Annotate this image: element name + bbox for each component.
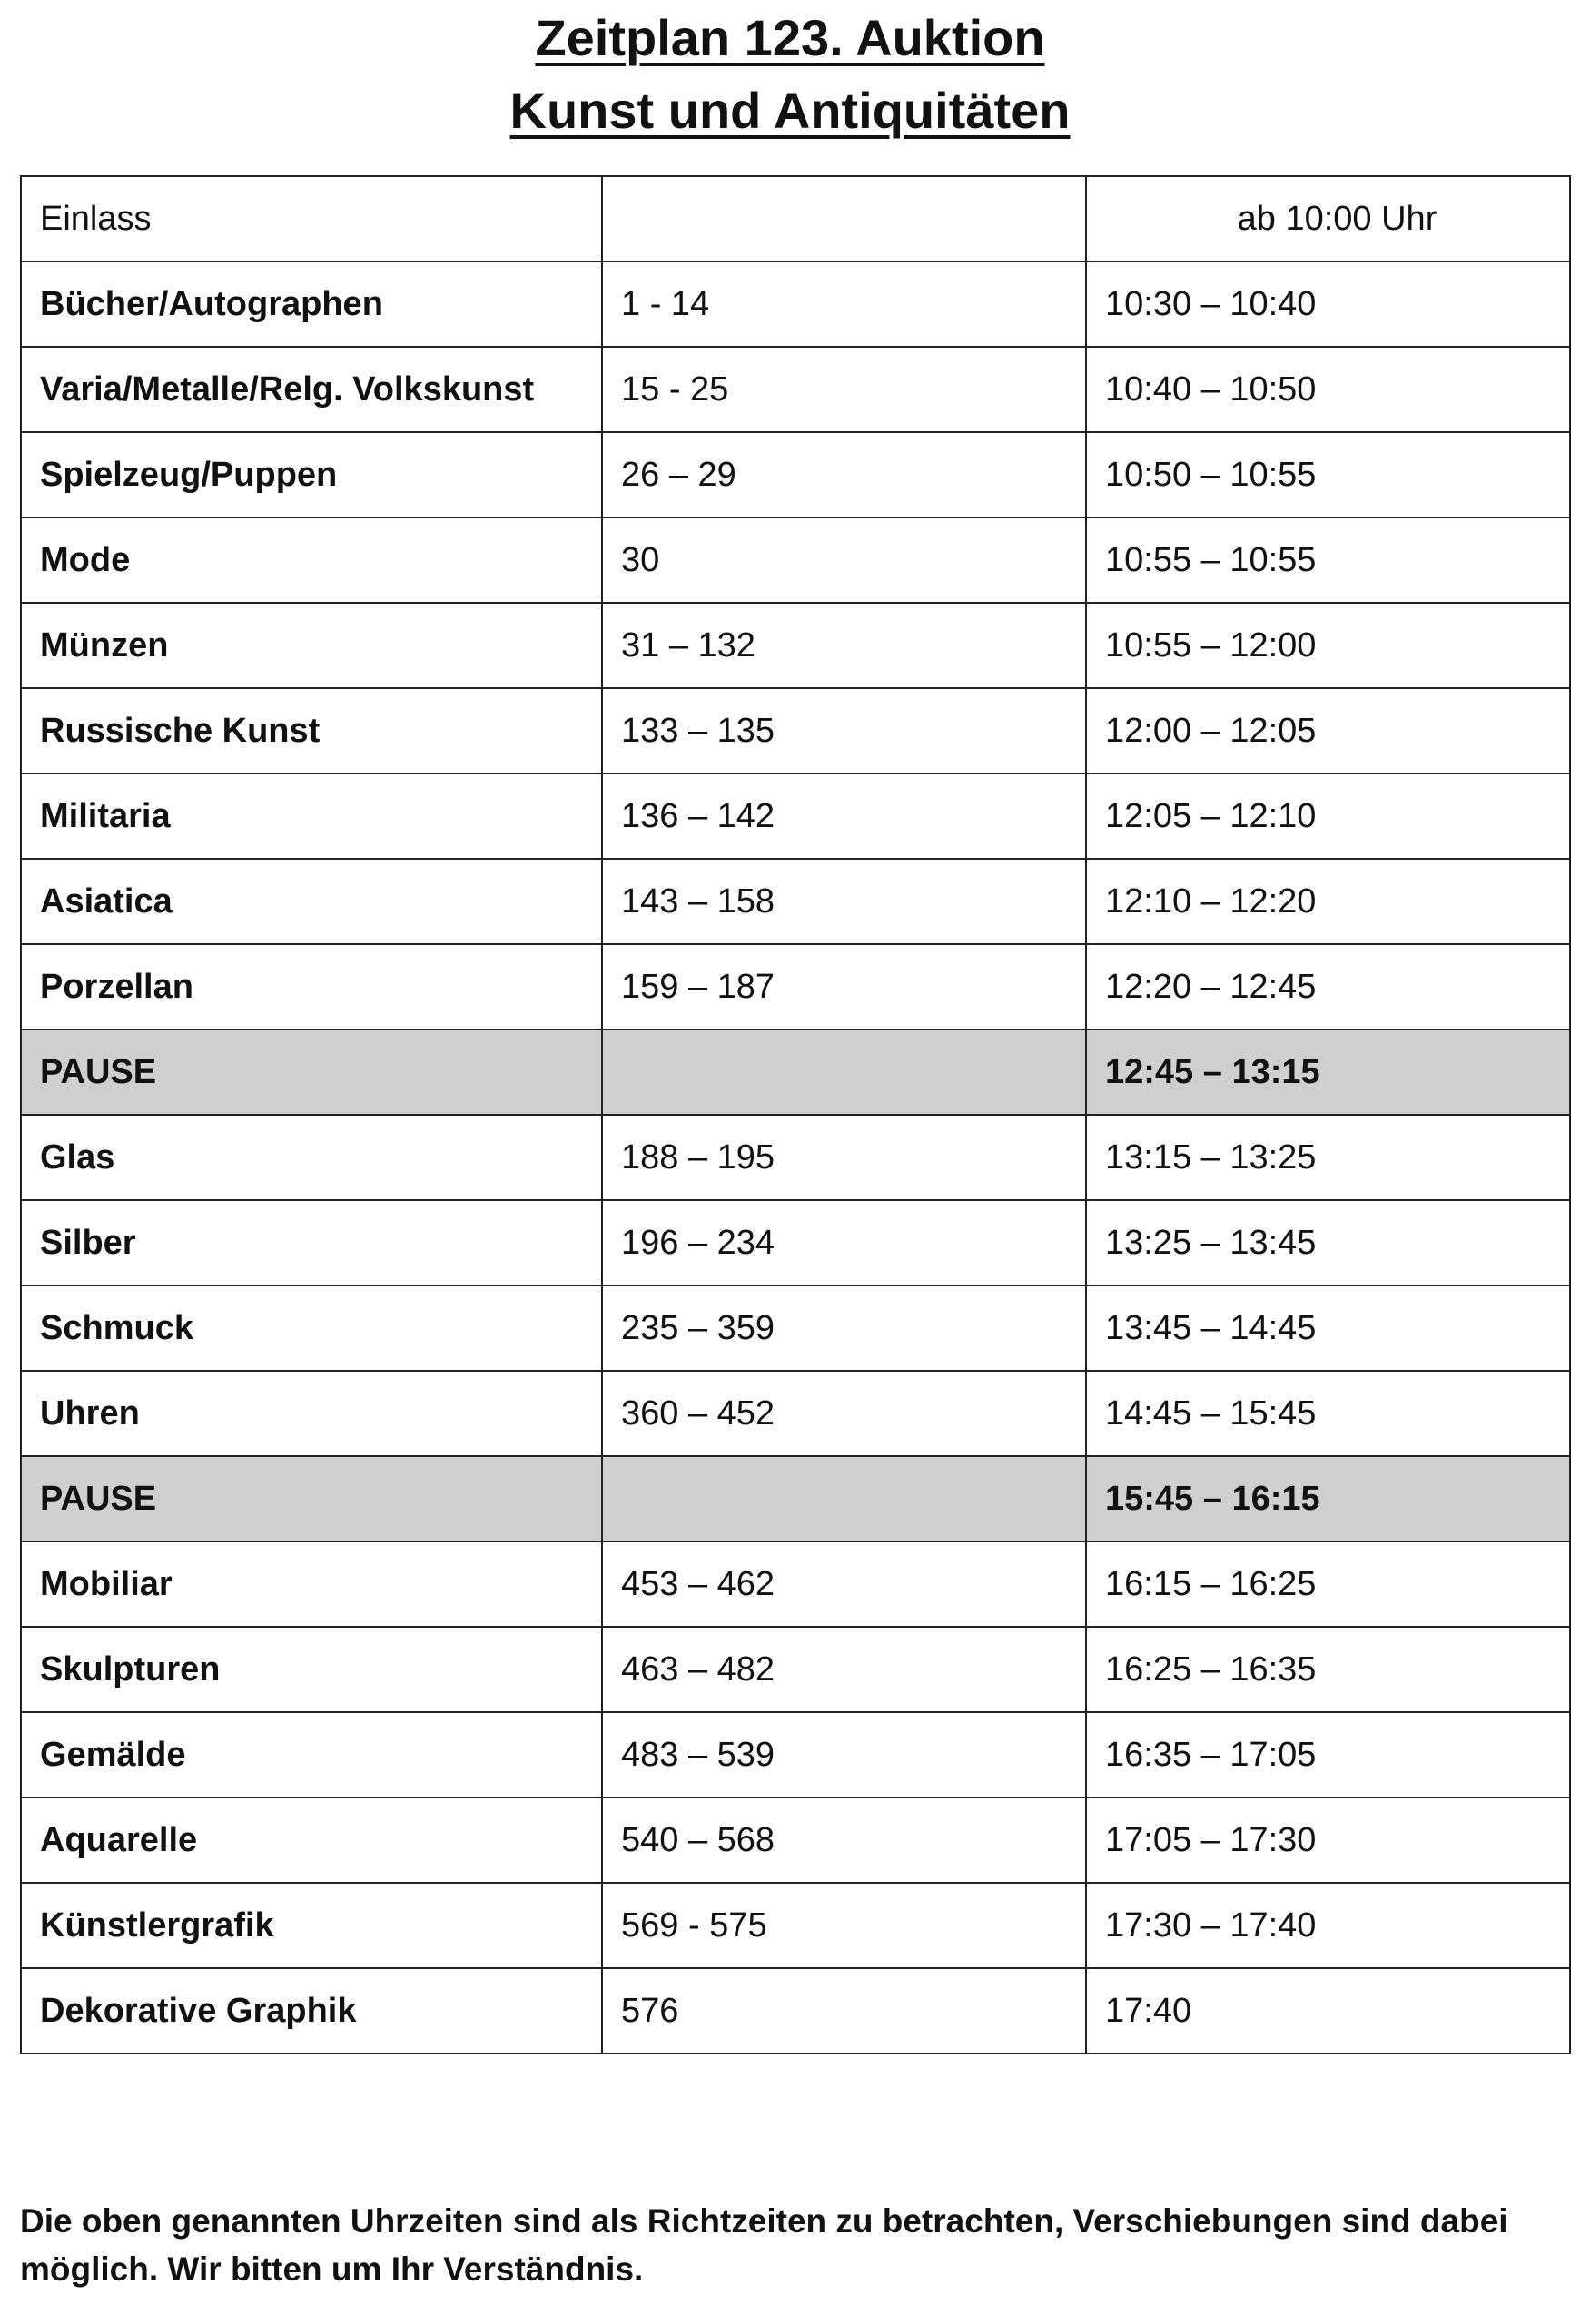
time-cell: 12:10 – 12:20 xyxy=(1086,859,1570,944)
lot-range-cell: 569 - 575 xyxy=(602,1883,1086,1968)
time-cell: 12:20 – 12:45 xyxy=(1086,944,1570,1029)
page-subtitle: Kunst und Antiquitäten xyxy=(509,82,1071,139)
schedule-row xyxy=(21,1541,1570,1627)
category-cell: Russische Kunst xyxy=(21,688,602,773)
category-cell: Asiatica xyxy=(21,859,602,944)
category-cell: PAUSE xyxy=(21,1029,602,1115)
schedule-row xyxy=(21,1627,1570,1712)
entry-lots xyxy=(602,176,1086,261)
time-cell: 12:05 – 12:10 xyxy=(1086,773,1570,859)
category-cell: Münzen xyxy=(21,603,602,688)
schedule-row xyxy=(21,1115,1570,1200)
lot-range-cell xyxy=(602,1029,1086,1115)
lot-range-cell: 188 – 195 xyxy=(602,1115,1086,1200)
schedule-row xyxy=(21,1883,1570,1968)
lot-range-cell: 483 – 539 xyxy=(602,1712,1086,1797)
lot-range-cell: 360 – 452 xyxy=(602,1371,1086,1456)
schedule-row xyxy=(21,1285,1570,1371)
lot-range-cell: 26 – 29 xyxy=(602,432,1086,517)
page-title: Zeitplan 123. Auktion xyxy=(535,9,1045,66)
lot-range-cell: 540 – 568 xyxy=(602,1797,1086,1883)
time-cell: 13:45 – 14:45 xyxy=(1086,1285,1570,1371)
category-cell: PAUSE xyxy=(21,1456,602,1541)
time-cell: 12:45 – 13:15 xyxy=(1086,1029,1570,1115)
category-cell: Porzellan xyxy=(21,944,602,1029)
schedule-row xyxy=(21,261,1570,347)
category-cell: Spielzeug/Puppen xyxy=(21,432,602,517)
schedule-row xyxy=(21,1371,1570,1456)
lot-range-cell: 31 – 132 xyxy=(602,603,1086,688)
category-cell: Bücher/Autographen xyxy=(21,261,602,347)
lot-range-cell: 159 – 187 xyxy=(602,944,1086,1029)
entry-time: ab 10:00 Uhr xyxy=(1086,176,1570,261)
time-cell: 14:45 – 15:45 xyxy=(1086,1371,1570,1456)
schedule-row xyxy=(21,1797,1570,1883)
category-cell: Militaria xyxy=(21,773,602,859)
lot-range-cell: 136 – 142 xyxy=(602,773,1086,859)
time-cell: 16:25 – 16:35 xyxy=(1086,1627,1570,1712)
entry-label: Einlass xyxy=(21,176,602,261)
time-cell: 10:55 – 10:55 xyxy=(1086,517,1570,603)
schedule-row xyxy=(21,773,1570,859)
category-cell: Aquarelle xyxy=(21,1797,602,1883)
lot-range-cell: 463 – 482 xyxy=(602,1627,1086,1712)
category-cell: Schmuck xyxy=(21,1285,602,1371)
category-cell: Skulpturen xyxy=(21,1627,602,1712)
time-cell: 17:40 xyxy=(1086,1968,1570,2053)
schedule-row xyxy=(21,1712,1570,1797)
time-cell: 16:15 – 16:25 xyxy=(1086,1541,1570,1627)
category-cell: Künstlergrafik xyxy=(21,1883,602,1968)
time-cell: 13:15 – 13:25 xyxy=(1086,1115,1570,1200)
lot-range-cell: 196 – 234 xyxy=(602,1200,1086,1285)
lot-range-cell: 235 – 359 xyxy=(602,1285,1086,1371)
category-cell: Mode xyxy=(21,517,602,603)
category-cell: Dekorative Graphik xyxy=(21,1968,602,2053)
category-cell: Uhren xyxy=(21,1371,602,1456)
time-cell: 17:05 – 17:30 xyxy=(1086,1797,1570,1883)
time-cell: 15:45 – 16:15 xyxy=(1086,1456,1570,1541)
schedule-row xyxy=(21,517,1570,603)
category-cell: Varia/Metalle/Relg. Volkskunst xyxy=(21,347,602,432)
lot-range-cell: 1 - 14 xyxy=(602,261,1086,347)
time-cell: 12:00 – 12:05 xyxy=(1086,688,1570,773)
category-cell: Gemälde xyxy=(21,1712,602,1797)
schedule-row xyxy=(21,688,1570,773)
time-cell: 13:25 – 13:45 xyxy=(1086,1200,1570,1285)
time-cell: 10:50 – 10:55 xyxy=(1086,432,1570,517)
time-cell: 16:35 – 17:05 xyxy=(1086,1712,1570,1797)
schedule-row xyxy=(21,603,1570,688)
category-cell: Silber xyxy=(21,1200,602,1285)
schedule-row xyxy=(21,1968,1570,2053)
pause-row xyxy=(21,1029,1570,1115)
time-cell: 10:40 – 10:50 xyxy=(1086,347,1570,432)
time-cell: 10:55 – 12:00 xyxy=(1086,603,1570,688)
time-cell: 17:30 – 17:40 xyxy=(1086,1883,1570,1968)
entry-row xyxy=(21,176,1570,261)
schedule-row xyxy=(21,1200,1570,1285)
lot-range-cell: 453 – 462 xyxy=(602,1541,1086,1627)
time-cell: 10:30 – 10:40 xyxy=(1086,261,1570,347)
pause-row xyxy=(21,1456,1570,1541)
lot-range-cell xyxy=(602,1456,1086,1541)
category-cell: Mobiliar xyxy=(21,1541,602,1627)
schedule-row xyxy=(21,347,1570,432)
category-cell: Glas xyxy=(21,1115,602,1200)
lot-range-cell: 30 xyxy=(602,517,1086,603)
lot-range-cell: 143 – 158 xyxy=(602,859,1086,944)
schedule-body xyxy=(21,176,1570,2053)
footnote: Die oben genannten Uhrzeiten sind als Richtzeiten zu betrachten, Verschiebungen sind dabei möglich. Wir bitten um Ihr Verständnis. xyxy=(20,2202,1508,2288)
lot-range-cell: 15 - 25 xyxy=(602,347,1086,432)
schedule-row xyxy=(21,859,1570,944)
lot-range-cell: 133 – 135 xyxy=(602,688,1086,773)
lot-range-cell: 576 xyxy=(602,1968,1086,2053)
schedule-row xyxy=(21,432,1570,517)
auction-schedule-table xyxy=(20,175,1571,2054)
schedule-row xyxy=(21,944,1570,1029)
